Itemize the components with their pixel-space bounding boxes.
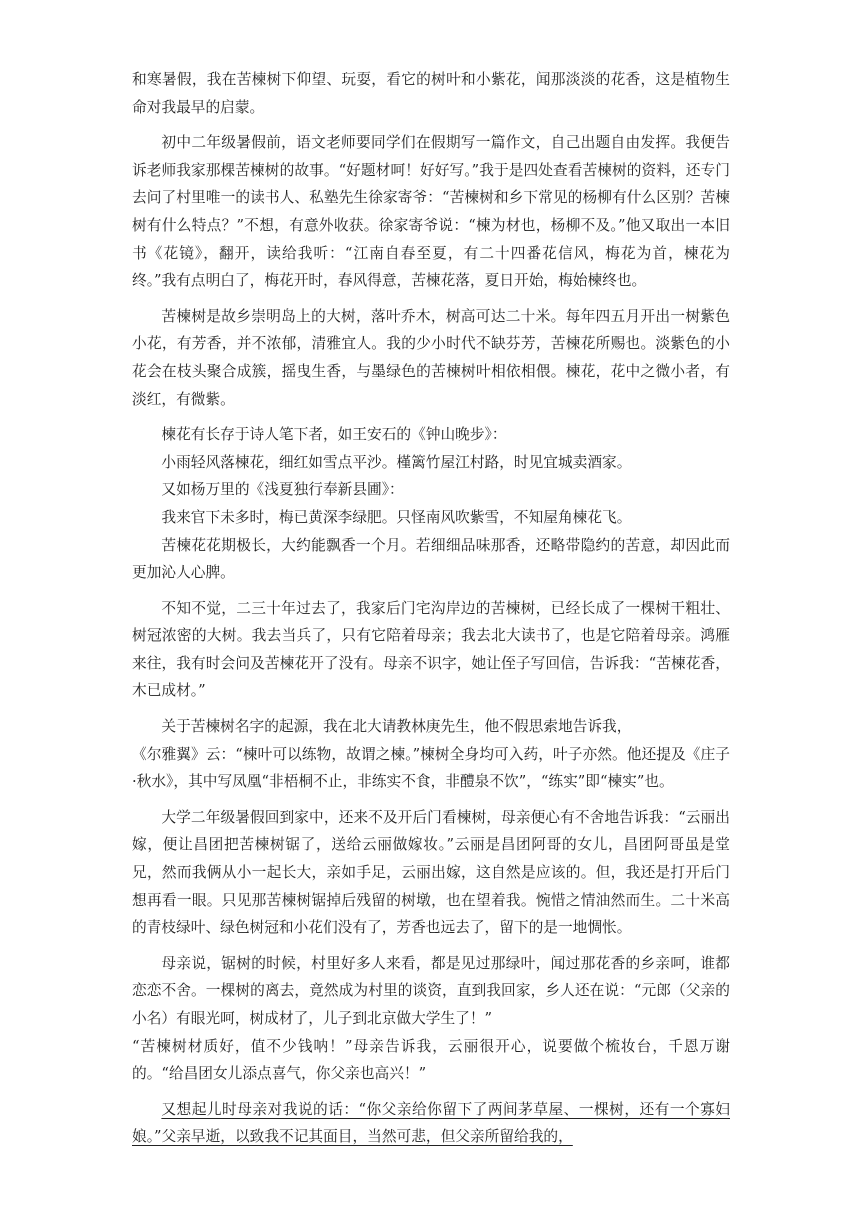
paragraph-10: 母亲说，锯树的时候，村里好多人来看，都是见过那绿叶，闻过那花香的乡亲呵，谁都恋恋不舍。一棵树的离去，竟然成为村里的谈资，直到我回家，乡人还在说：“元郎（父亲的小名）有眼光呵，树成材了，儿子到北京做大学生了！” — [132, 954, 730, 1027]
paragraph-5: 又如杨万里的《浅夏独行奉新县圃》： — [161, 481, 404, 499]
paragraph-9: 大学二年级暑假回到家中，还来不及开后门看楝树，母亲便心有不舍地告诉我：“云丽出嫁，便让昌团把苦楝树锯了，送给云丽做嫁妆。”云丽是昌团阿哥的女儿，昌团阿哥虽是堂兄，然而我俩从小一起长大，亲如手足，云丽出嫁，这自然是应该的。但，我还是打开后门想再看一眼。只见那苦楝树锯掉后残留的树墩，也在望着我。惋惜之情油然而生。二十米高的青枝绿叶、绿色树冠和小花们没有了，芳香也远去了，留下的是一地惆怅。 — [132, 808, 730, 937]
poem-1: 小雨轻风落楝花，细红如雪点平沙。槿篱竹屋江村路，时见宜城卖酒家。 — [161, 453, 632, 471]
paragraph-2: 初中二年级暑假前，语文老师要同学们在假期写一篇作文，自己出题自由发挥。我便告诉老师我家那棵苦楝树的故事。“好题材呵！好好写。”我于是四处查看苦楝树的资料，还专门去问了村里唯一的读书人、私塾先生徐家寄爷：“苦楝树和乡下常见的杨柳有什么区别？苦楝树有什么特点？”不想，有意外收获。徐家寄爷说：“楝为材也，杨柳不及。”他又取出一本旧书《花镜》，翻开，读给我听：“江南自春至夏，有二十四番花信风，梅花为首，楝花为终。”我有点明白了，梅花开时，春风得意，苦楝花落，夏日开始，梅始楝终也。 — [132, 134, 730, 290]
paragraph-6: 苦楝花花期极长，大约能飘香一个月。若细细品味那香，还略带隐约的苦意，却因此而更加沁人心脾。 — [132, 536, 730, 582]
paragraph-3: 苦楝树是故乡崇明岛上的大树，落叶乔木，树高可达二十米。每年四五月开出一树紫色小花，有芳香，并不浓郁，清雅宜人。我的少小时代不缺芬芳，苦楝花所赐也。淡紫色的小花会在枝头聚合成簇，摇曳生香，与墨绿色的苦楝树叶相依相偎。楝花，花中之微小者，有淡红，有微紫。 — [132, 307, 730, 408]
paragraph-10-cont: “苦楝树材质好，值不少钱呐！”母亲告诉我，云丽很开心，说要做个梳妆台，千恩万谢的。“给昌团女儿添点喜气，你父亲也高兴！” — [132, 1037, 730, 1083]
paragraph-1: 和寒暑假，我在苦楝树下仰望、玩耍，看它的树叶和小紫花，闻那淡淡的花香，这是植物生命对我最早的启蒙。 — [132, 71, 730, 116]
paragraph-11-underlined: 又想起儿时母亲对我说的话：“你父亲给你留下了两间茅草屋、一棵树，还有一个寡妇娘。”父亲早逝，以致我不记其面目，当然可悲，但父亲所留给我的， — [132, 1100, 730, 1146]
paragraph-4: 楝花有长存于诗人笔下者，如王安石的《钟山晚步》： — [161, 426, 507, 444]
paragraph-7: 不知不觉，二三十年过去了，我家后门宅沟岸边的苦楝树，已经长成了一棵树干粗壮、树冠浓密的大树。我去当兵了，只有它陪着母亲；我去北大读书了，也是它陪着母亲。鸿雁来往，我有时会问及苦楝花开了没有。母亲不识字，她让侄子写回信，告诉我：“苦楝花香，木已成材。” — [132, 599, 730, 700]
essay-body — [132, 66, 730, 1151]
poem-2: 我来官下未多时，梅已黄深李绿肥。只怪南风吹紫雪，不知屋角楝花飞。 — [161, 508, 632, 526]
paragraph-8-cont: 《尔雅翼》云：“楝叶可以练物，故谓之楝。”楝树全身均可入药，叶子亦然。他还提及《庄子·秋水》，其中写凤凰“非梧桐不止，非练实不食，非醴泉不饮”，“练实”即“楝实”也。 — [132, 745, 730, 791]
paragraph-8: 关于苦楝树名字的起源，我在北大请教林庚先生，他不假思索地告诉我， — [161, 718, 632, 736]
